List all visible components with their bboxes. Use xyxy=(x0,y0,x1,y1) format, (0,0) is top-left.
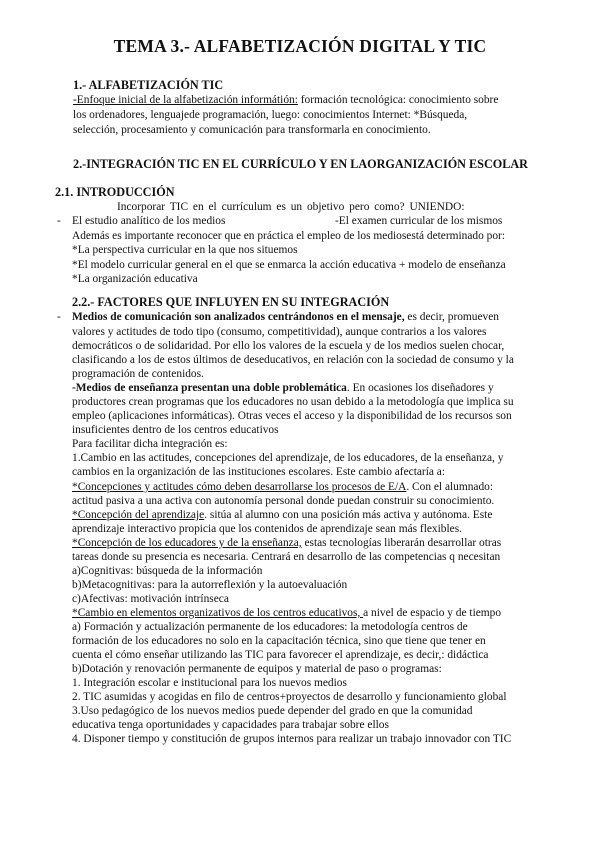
dotacion-item-3-line-2: educativa tenga oportunidades y capacidades para trabajar sobre ellos xyxy=(72,719,389,731)
section-2-2-p2-line-1-rest: . En ocasiones los diseñadores y xyxy=(346,382,494,394)
section-1-line-1 xyxy=(73,94,498,107)
organizativos-rest: a nivel de espacio y de tiempo xyxy=(363,607,502,619)
educadores-rest: estas tecnologías liberarán desarrollar otras xyxy=(301,537,502,549)
change-line-1: 1.Cambio en las actitudes, concepciones del aprendizaje, de los educadores, de la enseñanza, y xyxy=(72,452,504,464)
medios-ensenanza-bold: -Medios de enseñanza presentan una doble problemática xyxy=(72,382,347,394)
competencia-afectivas: c)Afectivas: motivación intrínseca xyxy=(72,593,229,605)
organizativos-underline: *Cambio en elementos organizativos de los centros educativos, xyxy=(72,607,364,619)
section-2-1-heading: 2.1. INTRODUCCIÓN xyxy=(55,185,175,199)
section-2-1-line-2a: El estudio analítico de los medios xyxy=(72,215,226,227)
section-2-2-p1-line-1 xyxy=(72,311,499,324)
section-2-1-line-2b: -El examen curricular de los mismos xyxy=(335,215,503,227)
list-dash: - xyxy=(57,311,61,323)
section-2-1-line-4: *La perspectiva curricular en la que nos situemos xyxy=(72,244,298,256)
formacion-line-2: formación de los educadores no solo en la capacitación técnica, sino que tiene que tener en xyxy=(72,635,486,647)
formacion-line-1: a) Formación y actualización permanente de los educadores: la metodología centros de xyxy=(72,621,468,633)
section-1-line-2: los ordenadores, lenguajede programación, luego: conocimientos Internet: *Búsqueda, xyxy=(73,109,468,121)
section-2-1-line-6: *La organización educativa xyxy=(72,273,198,285)
change-line-2: cambios en la organización de las instituciones escolares. Este cambio afectaría a: xyxy=(72,466,445,478)
section-1-heading: 1.- ALFABETIZACIÓN TIC xyxy=(73,78,224,92)
integration-intro: Para facilitar dicha integración es: xyxy=(72,438,228,450)
competencia-cognitivas: a)Cognitivas: búsqueda de la información xyxy=(72,565,263,577)
section-2-2-p2-line-1 xyxy=(72,382,494,395)
dotacion-item-2: 2. TIC asumidas y acogidas en filo de centros+proyectos de desarrollo y funcionamiento global xyxy=(72,691,507,703)
medios-comunicacion-bold: Medios de comunicación son analizados centrándonos en el mensaje, xyxy=(72,311,405,323)
dotacion-item-3-line-1: 3.Uso pedagógico de los nuevos medios puede depender del grado en que la comunidad xyxy=(72,705,473,717)
organizativos-line xyxy=(72,607,501,620)
aprendizaje-rest: . sitúa al alumno con una posición más activa y autónoma. Este xyxy=(204,509,493,521)
educadores-underline: *Concepción de los educadores y de la enseñanza, xyxy=(72,537,302,549)
section-2-2-p1-line-5: programación de contenidos. xyxy=(72,368,204,380)
section-2-2-p1-line-4: clasificando a los de estos últimos de deseducativos, en relación con la sociedad de consumo y la xyxy=(72,354,514,366)
section-2-1-line-1: Incorporar TIC en el currículum es un objetivo pero como? UNIENDO: xyxy=(117,201,465,213)
page-title: TEMA 3.- ALFABETIZACIÓN DIGITAL Y TIC xyxy=(113,36,487,56)
educadores-line-1 xyxy=(72,537,501,550)
list-dash: - xyxy=(57,215,61,227)
aprendizaje-line-1 xyxy=(72,509,492,522)
section-1-line-1-rest: formación tecnológica: conocimiento sobre xyxy=(297,94,499,106)
section-2-2-p2-line-2: productores crean programas que los educadores no usan debido a la metodología que implica su xyxy=(72,396,514,408)
concepciones-line-2: actitud pasiva a una activa con autonomía personal donde puedan construir su conocimiento. xyxy=(72,495,495,507)
enfoque-inicial-underline: -Enfoque inicial de la alfabetización informátión: xyxy=(73,94,298,106)
section-2-1-line-3: Además es importante reconocer que en práctica el empleo de los mediosestá determinado por: xyxy=(72,230,505,242)
section-2-heading: 2.-INTEGRACIÓN TIC EN EL CURRÍCULO Y EN LAORGANIZACIÓN ESCOLAR xyxy=(73,157,528,171)
concepciones-rest: . Con el alumnado: xyxy=(406,481,494,493)
section-2-2-p1-line-2: valores y actitudes de todo tipo (consumo, competitividad), aunque contrarios a los valores xyxy=(72,326,487,338)
section-1-line-3: selección, procesamiento y comunicación para transformarla en conocimiento. xyxy=(73,124,431,136)
section-2-2-p2-line-4: insuficientes dentro de los centros educativos xyxy=(72,424,279,436)
formacion-line-3: cuenta el cómo enseñar utilizando las TIC para favorecer el aprendizaje, es decir,: didáctica xyxy=(72,649,489,661)
aprendizaje-line-2: aprendizaje interactivo propicia que los contenidos de aprendizaje sean más flexibles. xyxy=(72,523,462,535)
dotacion-line: b)Dotación y renovación permanente de equipos y material de paso o programas: xyxy=(72,663,442,675)
dotacion-item-1: 1. Integración escolar e institucional para los nuevos medios xyxy=(72,677,347,689)
competencia-metacognitivas: b)Metacognitivas: para la autorreflexión y la autoevaluación xyxy=(72,579,348,591)
educadores-line-2: tareas donde su presencia es necesaria. Centrará en desarrollo de las competencias q necesitan xyxy=(72,551,501,563)
aprendizaje-underline: *Concepción del aprendizaje xyxy=(72,509,205,521)
concepciones-line-1 xyxy=(72,481,493,494)
section-2-2-p2-line-3: empleo (aplicaciones informáticas). Otras veces el acceso y la disponibilidad de los recursos son xyxy=(72,410,512,422)
section-2-1-line-5: *El modelo curricular general en el que se enmarca la acción educativa + modelo de enseñanza xyxy=(72,259,506,271)
concepciones-underline: *Concepciones y actitudes cómo deben desarrollarse los procesos de E/A xyxy=(72,481,407,493)
section-2-2-p1-line-3: democráticos o de solidaridad. Por ello los valores de la escuela y de los medios suelen chocar, xyxy=(72,340,505,352)
dotacion-item-4: 4. Disponer tiempo y constitución de grupos internos para realizar un trabajo innovador con TIC xyxy=(72,733,512,745)
section-2-2-p1-line-1-rest: es decir, promueven xyxy=(404,311,499,323)
section-2-2-heading: 2.2.- FACTORES QUE INFLUYEN EN SU INTEGRACIÓN xyxy=(72,295,390,309)
